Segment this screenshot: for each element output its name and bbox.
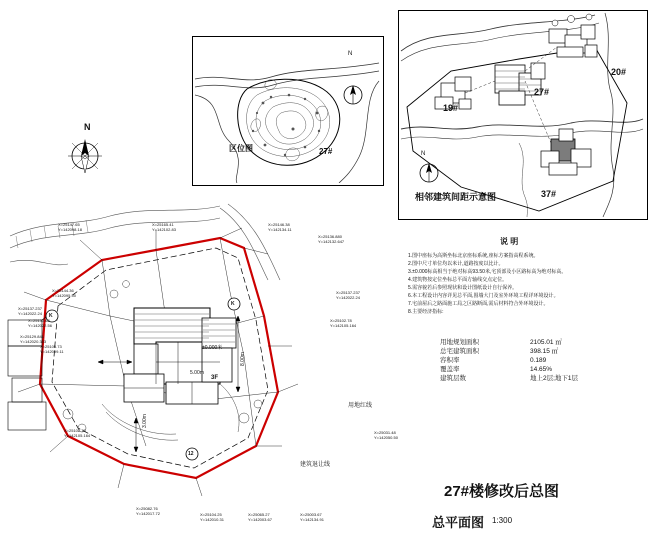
coord-tag: X=25082.76 Y=142017.72 xyxy=(136,506,160,516)
notes-list xyxy=(408,252,658,316)
row-label: 容积率 xyxy=(440,357,460,364)
axis-marker-12: 12 xyxy=(188,451,194,457)
adjacency-map-panel xyxy=(398,10,648,220)
note-item: 5.需容貌若后参照现状和设计图纸设计自行保养。 xyxy=(408,285,518,291)
coord-tag: X=25105.73 Y=142099.11 xyxy=(40,344,64,354)
row-label: 建筑层数 xyxy=(440,375,466,382)
adjacency-map-drawing xyxy=(399,11,645,217)
location-map-marker-27: 27# xyxy=(319,147,333,156)
note-item: 6.本工程设计内容详见总平面,围墙大门及室外环境工程详环境设计。 xyxy=(408,293,559,299)
coord-tag: X=25031.48 Y=142050.50 xyxy=(374,430,398,440)
table-row xyxy=(440,365,578,374)
table-row xyxy=(440,356,578,365)
building-control-label: 建筑退让线 xyxy=(300,462,331,468)
coord-tag: X=25137.237 Y=142022.24 xyxy=(336,290,360,300)
location-map-panel xyxy=(192,36,384,186)
row-value: 14.65% xyxy=(530,366,553,373)
econ-table-header: 8.主要经济指标: xyxy=(408,309,444,315)
adjacency-map-title: 相邻建筑间距示意图 xyxy=(415,192,497,202)
coord-tag: X=25102.78 Y=142105.164 xyxy=(330,318,357,328)
coord-tag: X=25165.41 Y=142102.83 xyxy=(152,222,176,232)
plan-title: 总平面图 xyxy=(432,515,485,530)
coord-tag: X=25137.237 Y=142022.24 xyxy=(18,306,42,316)
table-row xyxy=(440,374,578,383)
dimension-300: 3.00m xyxy=(142,414,148,428)
economic-indicator-table xyxy=(440,338,578,383)
floor-label-3f: 3F xyxy=(211,375,219,381)
location-map-title: 区位图 xyxy=(229,144,253,153)
row-value: 0.189 xyxy=(530,357,547,364)
adjacency-marker-37: 37# xyxy=(541,189,557,199)
note-item: 2.图中尺寸单位均以米计,道路按度以比计。 xyxy=(408,261,504,267)
boundary-red-label: 用地红线 xyxy=(348,403,373,409)
adjacency-marker-27: 27# xyxy=(534,87,550,97)
table-row xyxy=(440,338,578,347)
north-label-main: N xyxy=(84,122,91,132)
coord-tag: X=25144.36 Y=142095.50 xyxy=(52,288,76,298)
coord-tag: X=25104.25 Y=142010.31 xyxy=(200,512,224,522)
coord-tag: X=25065.27 Y=142003.67 xyxy=(248,512,272,522)
plan-scale: 1:300 xyxy=(492,516,513,525)
notes-title: 说 明 xyxy=(500,237,519,246)
row-value: 398.15 ㎡ xyxy=(530,348,559,355)
note-item: 3.±0.000标高相当于绝对标高93.50米,宅顶部及小区路标高为绝对标高。 xyxy=(408,269,567,275)
coord-tag: X=25133.68 Y=142022.56 xyxy=(28,318,52,328)
axis-marker-k1: K xyxy=(231,301,235,307)
coord-tag: X=25129.841 Y=142020.303 xyxy=(20,334,47,344)
coord-tag: X=25147.65 Y=142098.18 xyxy=(58,222,82,232)
dimension-800: 8.00m xyxy=(240,352,246,366)
note-item: 4.建筑物按定位坐标总平面方轴线交点定位。 xyxy=(408,277,508,283)
coord-tag: X=25146.38 Y=142134.11 xyxy=(268,222,292,232)
row-label: 总宅建筑面积 xyxy=(440,348,479,355)
note-item: 1.图中座标为高斯坐标北京座标系统,座标方案指高程系统。 xyxy=(408,253,539,259)
adjacency-marker-20: 20# xyxy=(611,67,627,77)
row-value: 2105.01 ㎡ xyxy=(530,339,562,346)
compass-rose-icon xyxy=(62,134,108,178)
table-row xyxy=(440,347,578,356)
location-map-north-label: N xyxy=(348,51,353,57)
coord-tag: X=25136.880 Y=142132.647 xyxy=(318,234,345,244)
row-label: 用地规划面积 xyxy=(440,339,479,346)
row-value: 地上2层;地下1层 xyxy=(530,375,579,382)
dimension-500: 5.00m xyxy=(190,370,204,376)
adjacency-north-label: N xyxy=(421,151,426,157)
site-plan-drawing xyxy=(6,196,406,536)
coord-tag: X=25102.78 Y=142105.164 xyxy=(64,428,91,438)
location-map-drawing xyxy=(193,37,381,183)
adjacency-marker-19: 19# xyxy=(443,103,459,113)
elevation-marker-label: ±0.000米 xyxy=(202,345,223,351)
main-title: 27#楼修改后总图 xyxy=(444,483,560,500)
note-item: 7.宅前屋后之路面施工局之区路断面,需后材料符合外环境设计。 xyxy=(408,301,549,307)
coord-tag: X=25003.67 Y=142134.91 xyxy=(300,512,324,522)
axis-marker-k2: K xyxy=(49,313,53,319)
row-label: 覆盖率 xyxy=(440,366,460,373)
